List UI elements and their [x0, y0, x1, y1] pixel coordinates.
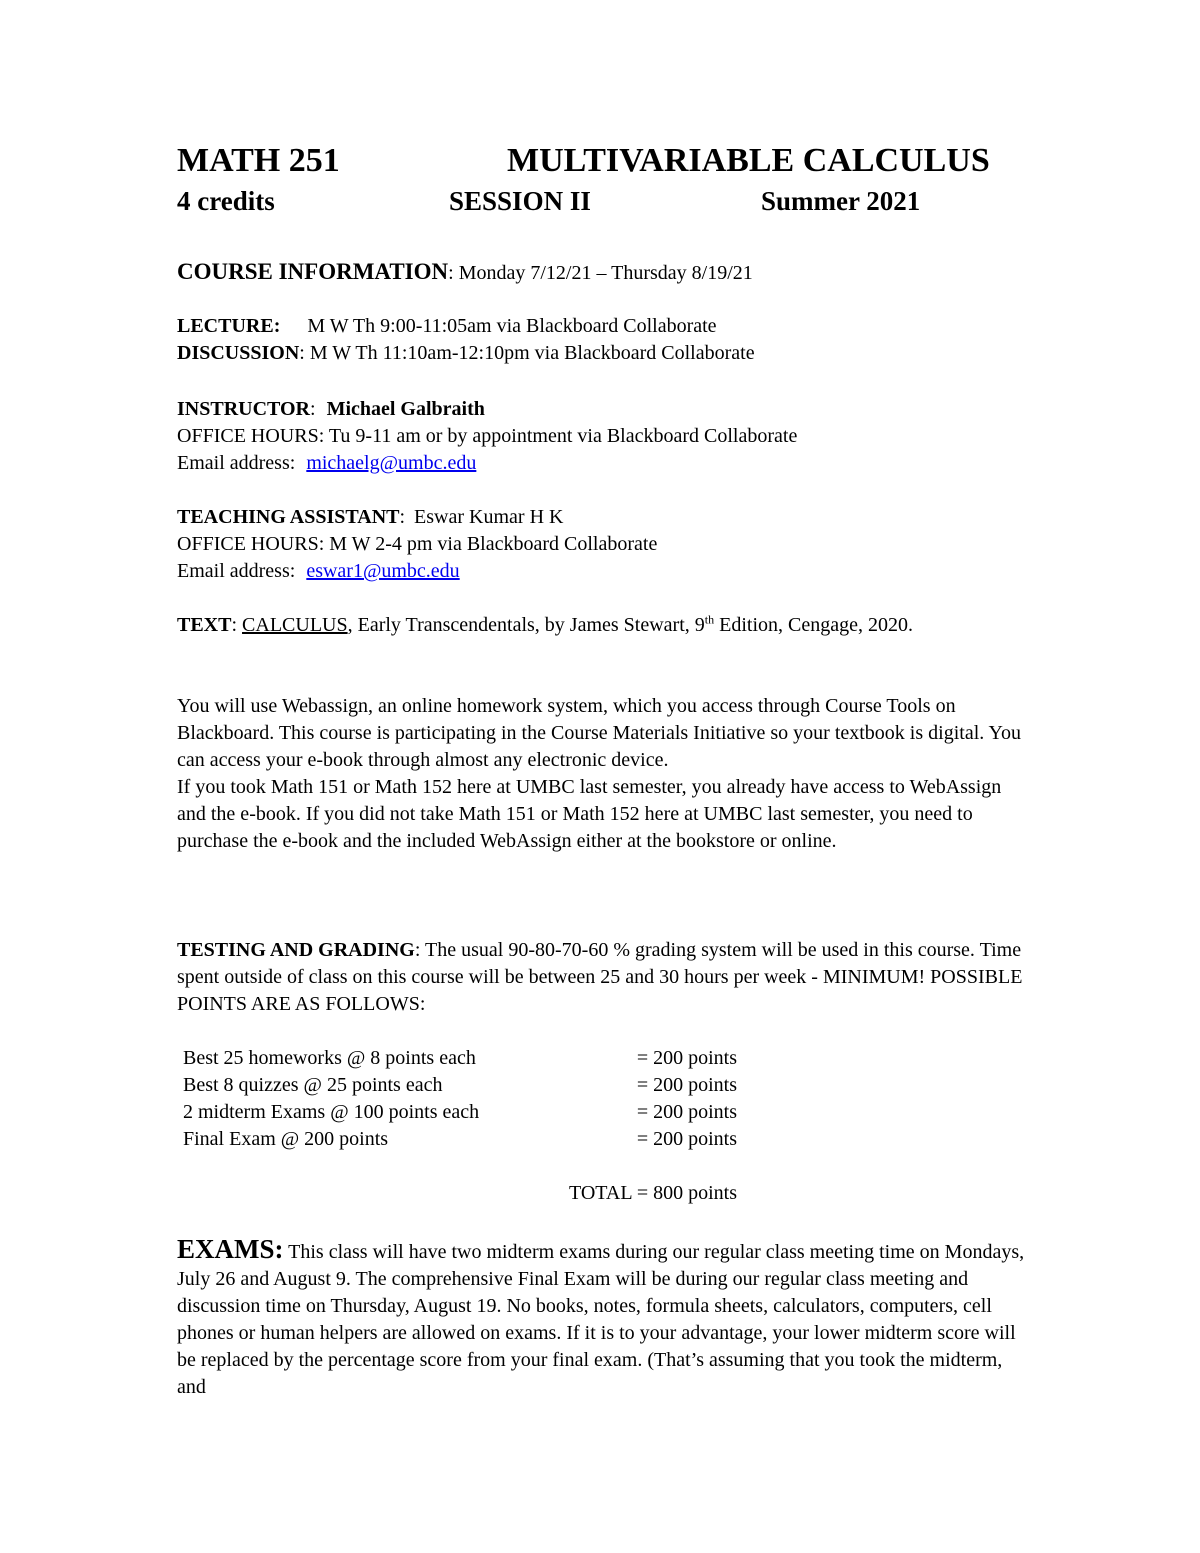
- ta-label: TEACHING ASSISTANT: [177, 506, 400, 528]
- textbook-title: CALCULUS: [242, 614, 348, 636]
- grading-paragraph: TESTING AND GRADING: The usual 90-80-70-60 % grading system will be used in this course. Time spent outside of class on this course will be between 25 and 30 hours per week - MINIMUM! POSSIBLE POINTS ARE AS FOLLOWS:: [177, 939, 1023, 1015]
- course-information-dates: Monday 7/12/21 – Thursday 8/19/21: [458, 262, 753, 284]
- instructor-name: Michael Galbraith: [326, 398, 485, 420]
- ta-office-hours: OFFICE HOURS: M W 2-4 pm via Blackboard Collaborate: [177, 533, 658, 555]
- ta-name: Eswar Kumar H K: [414, 506, 564, 528]
- lecture-schedule: M W Th 9:00-11:05am via Blackboard Collaborate: [307, 315, 717, 337]
- course-code: MATH 251: [177, 142, 340, 179]
- grading-text: The usual 90-80-70-60 % grading system will be used in this course. Time spent outside of class on this course will be between 25 and 30 hours per week - MINIMUM! POSSIBLE POINTS ARE AS FOLLOWS:: [177, 939, 1023, 1015]
- course-information-label: COURSE INFORMATION: [177, 259, 449, 284]
- session: SESSION II: [449, 186, 591, 216]
- instructor-email-label: Email address:: [177, 452, 296, 474]
- lecture-label: LECTURE:: [177, 315, 281, 337]
- textbook-details-b: Edition, Cengage, 2020.: [714, 614, 913, 636]
- textbook-details-a: , Early Transcendentals, by James Stewart, 9: [347, 614, 705, 636]
- points-item: 2 midterm Exams @ 100 points each: [183, 1101, 480, 1123]
- webassign-paragraph-1: You will use Webassign, an online homework system, which you access through Course Tools on Blackboard. This course is participating in the Course Materials Initiative so your textbook is digital. You can access your e-book through almost any electronic device.: [177, 695, 1021, 771]
- discussion-label: DISCUSSION: [177, 342, 300, 364]
- instructor-line: INSTRUCTOR: Michael Galbraith: [177, 398, 485, 420]
- points-row: [177, 1045, 737, 1072]
- ta-email-link[interactable]: eswar1@umbc.edu: [306, 560, 460, 582]
- instructor-email-link[interactable]: michaelg@umbc.edu: [306, 452, 477, 474]
- discussion-schedule: M W Th 11:10am-12:10pm via Blackboard Collaborate: [309, 342, 755, 364]
- ta-email-label: Email address:: [177, 560, 296, 582]
- points-total: TOTAL = 800 points: [568, 1182, 737, 1204]
- exams-text: This class will have two midterm exams during our regular class meeting time on Mondays, July 26 and August 9. The comprehensive Final Exam will be during our regular class meeting and discussion time on Thursday, August 19. No books, notes, formula sheets, calculators, computers, cell phones or human helpers are allowed on exams. If it is to your advantage, your lower midterm score will be replaced by the percentage score from your final exam. (That’s assuming that you took the midterm, and: [177, 1241, 1025, 1398]
- points-value: = 200 points: [636, 1047, 737, 1069]
- points-item: Best 25 homeworks @ 8 points each: [183, 1047, 476, 1069]
- course-information: COURSE INFORMATION: Monday 7/12/21 – Thursday 8/19/21: [177, 259, 753, 284]
- exams-paragraph: [177, 1236, 1027, 1401]
- points-value: = 200 points: [636, 1128, 737, 1150]
- points-value: = 200 points: [636, 1101, 737, 1123]
- points-value: = 200 points: [636, 1074, 737, 1096]
- credits: 4 credits: [177, 186, 275, 216]
- lecture-line: [177, 313, 717, 340]
- ta-email-line: [177, 558, 460, 585]
- points-row: [177, 1072, 737, 1099]
- term: Summer 2021: [761, 186, 921, 216]
- instructor-label: INSTRUCTOR: [177, 398, 310, 420]
- points-row: [177, 1099, 737, 1126]
- ta-line: TEACHING ASSISTANT: Eswar Kumar H K: [177, 506, 564, 528]
- discussion-line: DISCUSSION: M W Th 11:10am-12:10pm via Blackboard Collaborate: [177, 342, 755, 364]
- textbook-paragraph: TEXT: CALCULUS, Early Transcendentals, by James Stewart, 9th Edition, Cengage, 2020.: [177, 612, 913, 636]
- webassign-section: [177, 693, 1027, 855]
- points-row: [177, 1126, 737, 1153]
- instructor-office-hours: OFFICE HOURS: Tu 9-11 am or by appointment via Blackboard Collaborate: [177, 425, 798, 447]
- points-item: Best 8 quizzes @ 25 points each: [183, 1074, 443, 1096]
- textbook-edition-sup: th: [704, 612, 715, 627]
- textbook-label: TEXT: [177, 614, 232, 636]
- points-item: Final Exam @ 200 points: [183, 1128, 389, 1150]
- exams-label: EXAMS:: [177, 1234, 284, 1264]
- instructor-email-line: [177, 450, 476, 477]
- grading-label: TESTING AND GRADING: [177, 939, 415, 961]
- points-total-row: [177, 1180, 737, 1207]
- course-title: MULTIVARIABLE CALCULUS: [507, 142, 990, 179]
- webassign-paragraph-2: If you took Math 151 or Math 152 here at UMBC last semester, you already have access to WebAssign and the e-book. If you did not take Math 151 or Math 152 here at UMBC last semester, you need to purchase the e-book and the included WebAssign either at the bookstore or online.: [177, 776, 1002, 852]
